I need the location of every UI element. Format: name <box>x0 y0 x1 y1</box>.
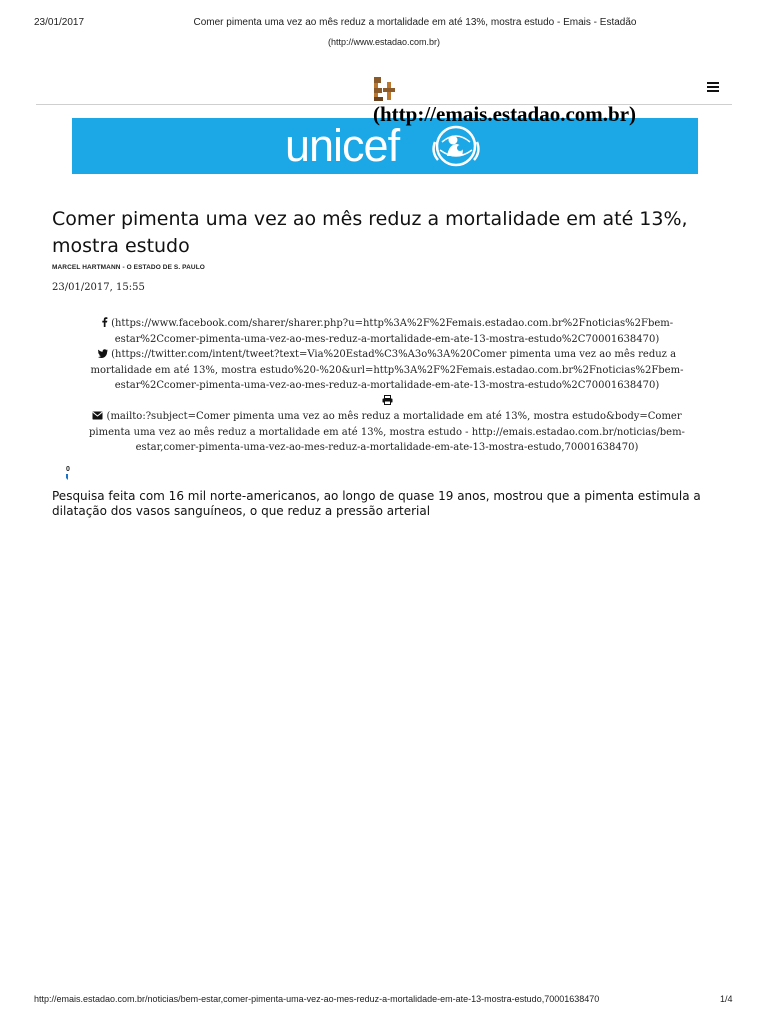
comments-count[interactable]: 0 <box>66 466 70 473</box>
print-button[interactable] <box>82 394 692 409</box>
email-share-link[interactable] <box>82 409 692 456</box>
print-header-title: Comer pimenta uma vez ao mês reduz a mortalidade em até 13%, mostra estudo - Emais - Estadão <box>193 17 637 28</box>
article-byline: MARCEL HARTMANN - O ESTADO DE S. PAULO <box>52 264 205 271</box>
article-summary: Pesquisa feita com 16 mil norte-americanos, ao longo de quase 19 anos, mostrou que a pimenta estimula a dilatação dos vasos sanguíneos, o que reduz a pressão arterial <box>52 489 701 518</box>
print-footer-page-number: 1/4 <box>720 994 733 1004</box>
twitter-share-link[interactable] <box>82 347 692 394</box>
banner-brand: unicef <box>285 120 400 171</box>
print-header-url[interactable]: (http://www.estadao.com.br) <box>327 37 441 47</box>
share-links <box>82 316 692 456</box>
email-icon <box>92 411 103 420</box>
print-icon <box>382 395 393 405</box>
twitter-icon <box>98 349 108 358</box>
article-date: 23/01/2017, 15:55 <box>52 282 145 293</box>
hamburger-menu-icon[interactable] <box>707 82 719 92</box>
emais-home-link[interactable]: (http://emais.estadao.com.br) <box>373 102 637 126</box>
comment-icon[interactable] <box>66 474 71 480</box>
email-share-url: (mailto:?subject=Comer pimenta uma vez ao mês reduz a mortalidade em até 13%, mostra estudo&body=Comer pimenta uma vez ao mês reduz a mortalidade em até 13%, mostra estudo - http://emais.estadao.com.br/noticias/bem-estar,comer-pimenta-uma-vez-ao-mes-reduz-a-mortalidade-em-ate-13-mostra-estudo,70001638470) <box>89 410 685 454</box>
facebook-icon <box>101 317 108 327</box>
unicef-emblem <box>429 122 483 170</box>
article-title: Comer pimenta uma vez ao mês reduz a mortalidade em até 13%, mostra estudo <box>52 208 688 257</box>
print-footer-url[interactable]: http://emais.estadao.com.br/noticias/bem-estar,comer-pimenta-uma-vez-ao-mes-reduz-a-mortalidade-em-ate-13-mostra-estudo,70001638470 <box>34 994 600 1004</box>
facebook-share-url: (https://www.facebook.com/sharer/sharer.php?u=http%3A%2F%2Femais.estadao.com.br%2Fnoticias%2Fbem-estar%2Ccomer-pimenta-uma-vez-ao-mes-reduz-a-mortalidade-em-ate-13-mostra-estudo%2C70001638470) <box>111 318 674 345</box>
twitter-share-url: (https://twitter.com/intent/tweet?text=Via%20Estad%C3%A3o%3A%20Comer pimenta uma vez ao mês reduz a mortalidade em até 13%, mostra estudo%20-%20&url=http%3A%2F%2Femais.estadao.com.br%2Fnoticias%2Fbem-estar%2Ccomer-pimenta-uma-vez-ao-mes-reduz-a-mortalidade-em-ate-13-mostra-estudo%2C70001638470) <box>90 349 684 392</box>
estadao-emais-logo[interactable] <box>372 76 398 102</box>
print-header-date: 23/01/2017 <box>34 17 85 28</box>
facebook-share-link[interactable] <box>82 316 692 347</box>
